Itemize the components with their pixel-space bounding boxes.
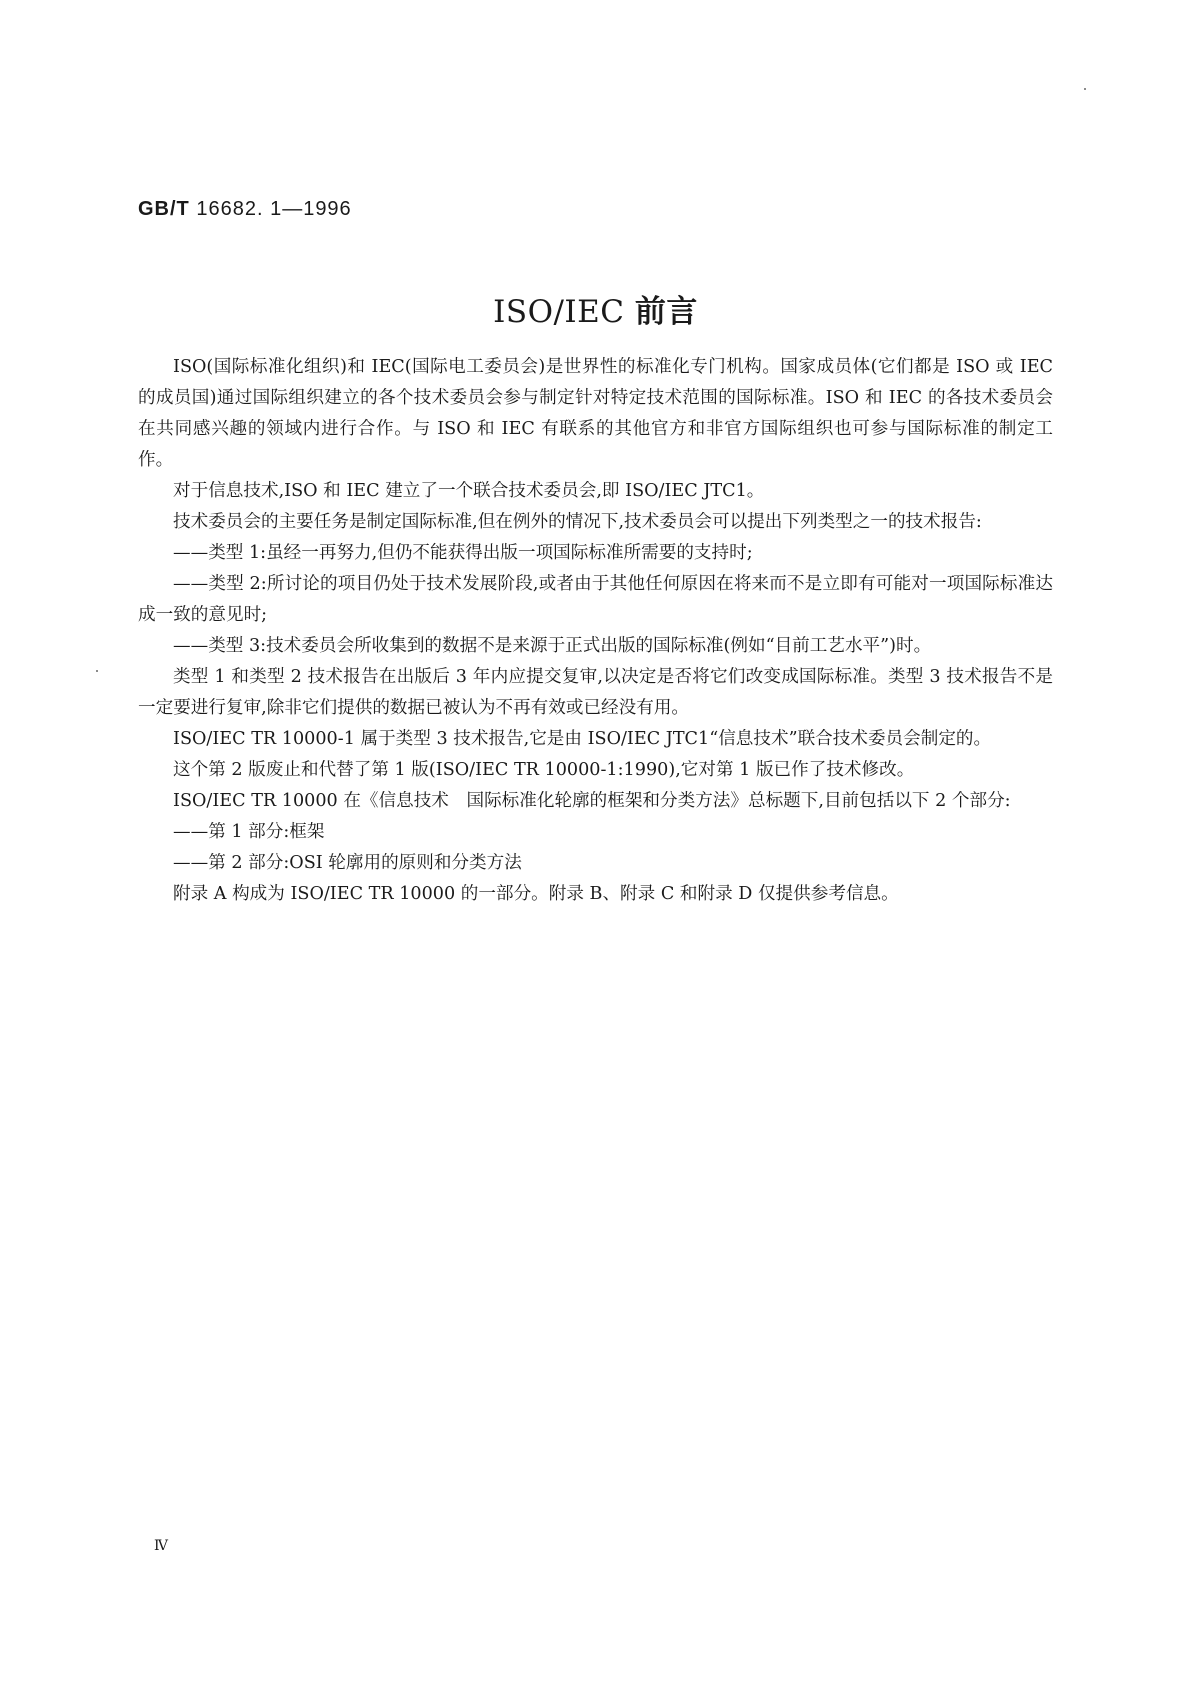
standard-code: 16682. 1—1996 — [189, 198, 352, 220]
paragraph-review: 类型 1 和类型 2 技术报告在出版后 3 年内应提交复审,以决定是否将它们改变成国际标准。类型 3 技术报告不是一定要进行复审,除非它们提供的数据已被认为不再有效或已经没有用。 — [138, 667, 1053, 718]
standard-prefix: GB/T — [138, 198, 190, 220]
title-chinese: 前言 — [634, 294, 698, 330]
paragraph-tr-10000-1: ISO/IEC TR 10000-1 属于类型 3 技术报告,它是由 ISO/IEC JTC1“信息技术”联合技术委员会制定的。 — [173, 729, 992, 749]
list-item-type3: ——类型 3:技术委员会所收集到的数据不是来源于正式出版的国际标准(例如“目前工艺水平”)时。 — [173, 636, 932, 656]
page-number: Ⅳ — [154, 1538, 168, 1554]
title-latin: ISO/IEC — [493, 294, 635, 330]
paragraph-intro: ISO(国际标准化组织)和 IEC(国际电工委员会)是世界性的标准化专门机构。国家成员体(它们都是 ISO 或 IEC 的成员国)通过国际组织建立的各个技术委员会参与制定针对特定技术范围的国际标准。ISO 和 IEC 的各技术委员会在共同感兴趣的领域内进行合作。与 ISO 和 IEC 有联系的其他官方和非官方国际组织也可参与国际标准的制定工作。 — [138, 357, 1053, 470]
list-item-type1: ——类型 1:虽经一再努力,但仍不能获得出版一项国际标准所需要的支持时; — [173, 543, 753, 563]
paragraph-annexes: 附录 A 构成为 ISO/IEC TR 10000 的一部分。附录 B、附录 C 和附录 D 仅提供参考信息。 — [173, 884, 899, 904]
paragraph-edition: 这个第 2 版废止和代替了第 1 版(ISO/IEC TR 10000-1:1990),它对第 1 版已作了技术修改。 — [173, 760, 915, 780]
page-title — [0, 286, 1191, 331]
foreword-body — [138, 352, 1053, 910]
paragraph-jtc1: 对于信息技术,ISO 和 IEC 建立了一个联合技术委员会,即 ISO/IEC JTC1。 — [173, 481, 765, 501]
paragraph-parts: ISO/IEC TR 10000 在《信息技术 国际标准化轮廓的框架和分类方法》总标题下,目前包括以下 2 个部分: — [173, 791, 1011, 811]
scan-speck — [1084, 88, 1086, 90]
scan-speck — [96, 670, 98, 672]
standard-number — [138, 198, 352, 221]
list-item-part2: ——第 2 部分:OSI 轮廓用的原则和分类方法 — [173, 853, 522, 873]
paragraph-tasks: 技术委员会的主要任务是制定国际标准,但在例外的情况下,技术委员会可以提出下列类型之一的技术报告: — [173, 512, 982, 532]
list-item-type2: ——类型 2:所讨论的项目仍处于技术发展阶段,或者由于其他任何原因在将来而不是立即有可能对一项国际标准达成一致的意见时; — [138, 574, 1053, 625]
list-item-part1: ——第 1 部分:框架 — [173, 822, 325, 842]
